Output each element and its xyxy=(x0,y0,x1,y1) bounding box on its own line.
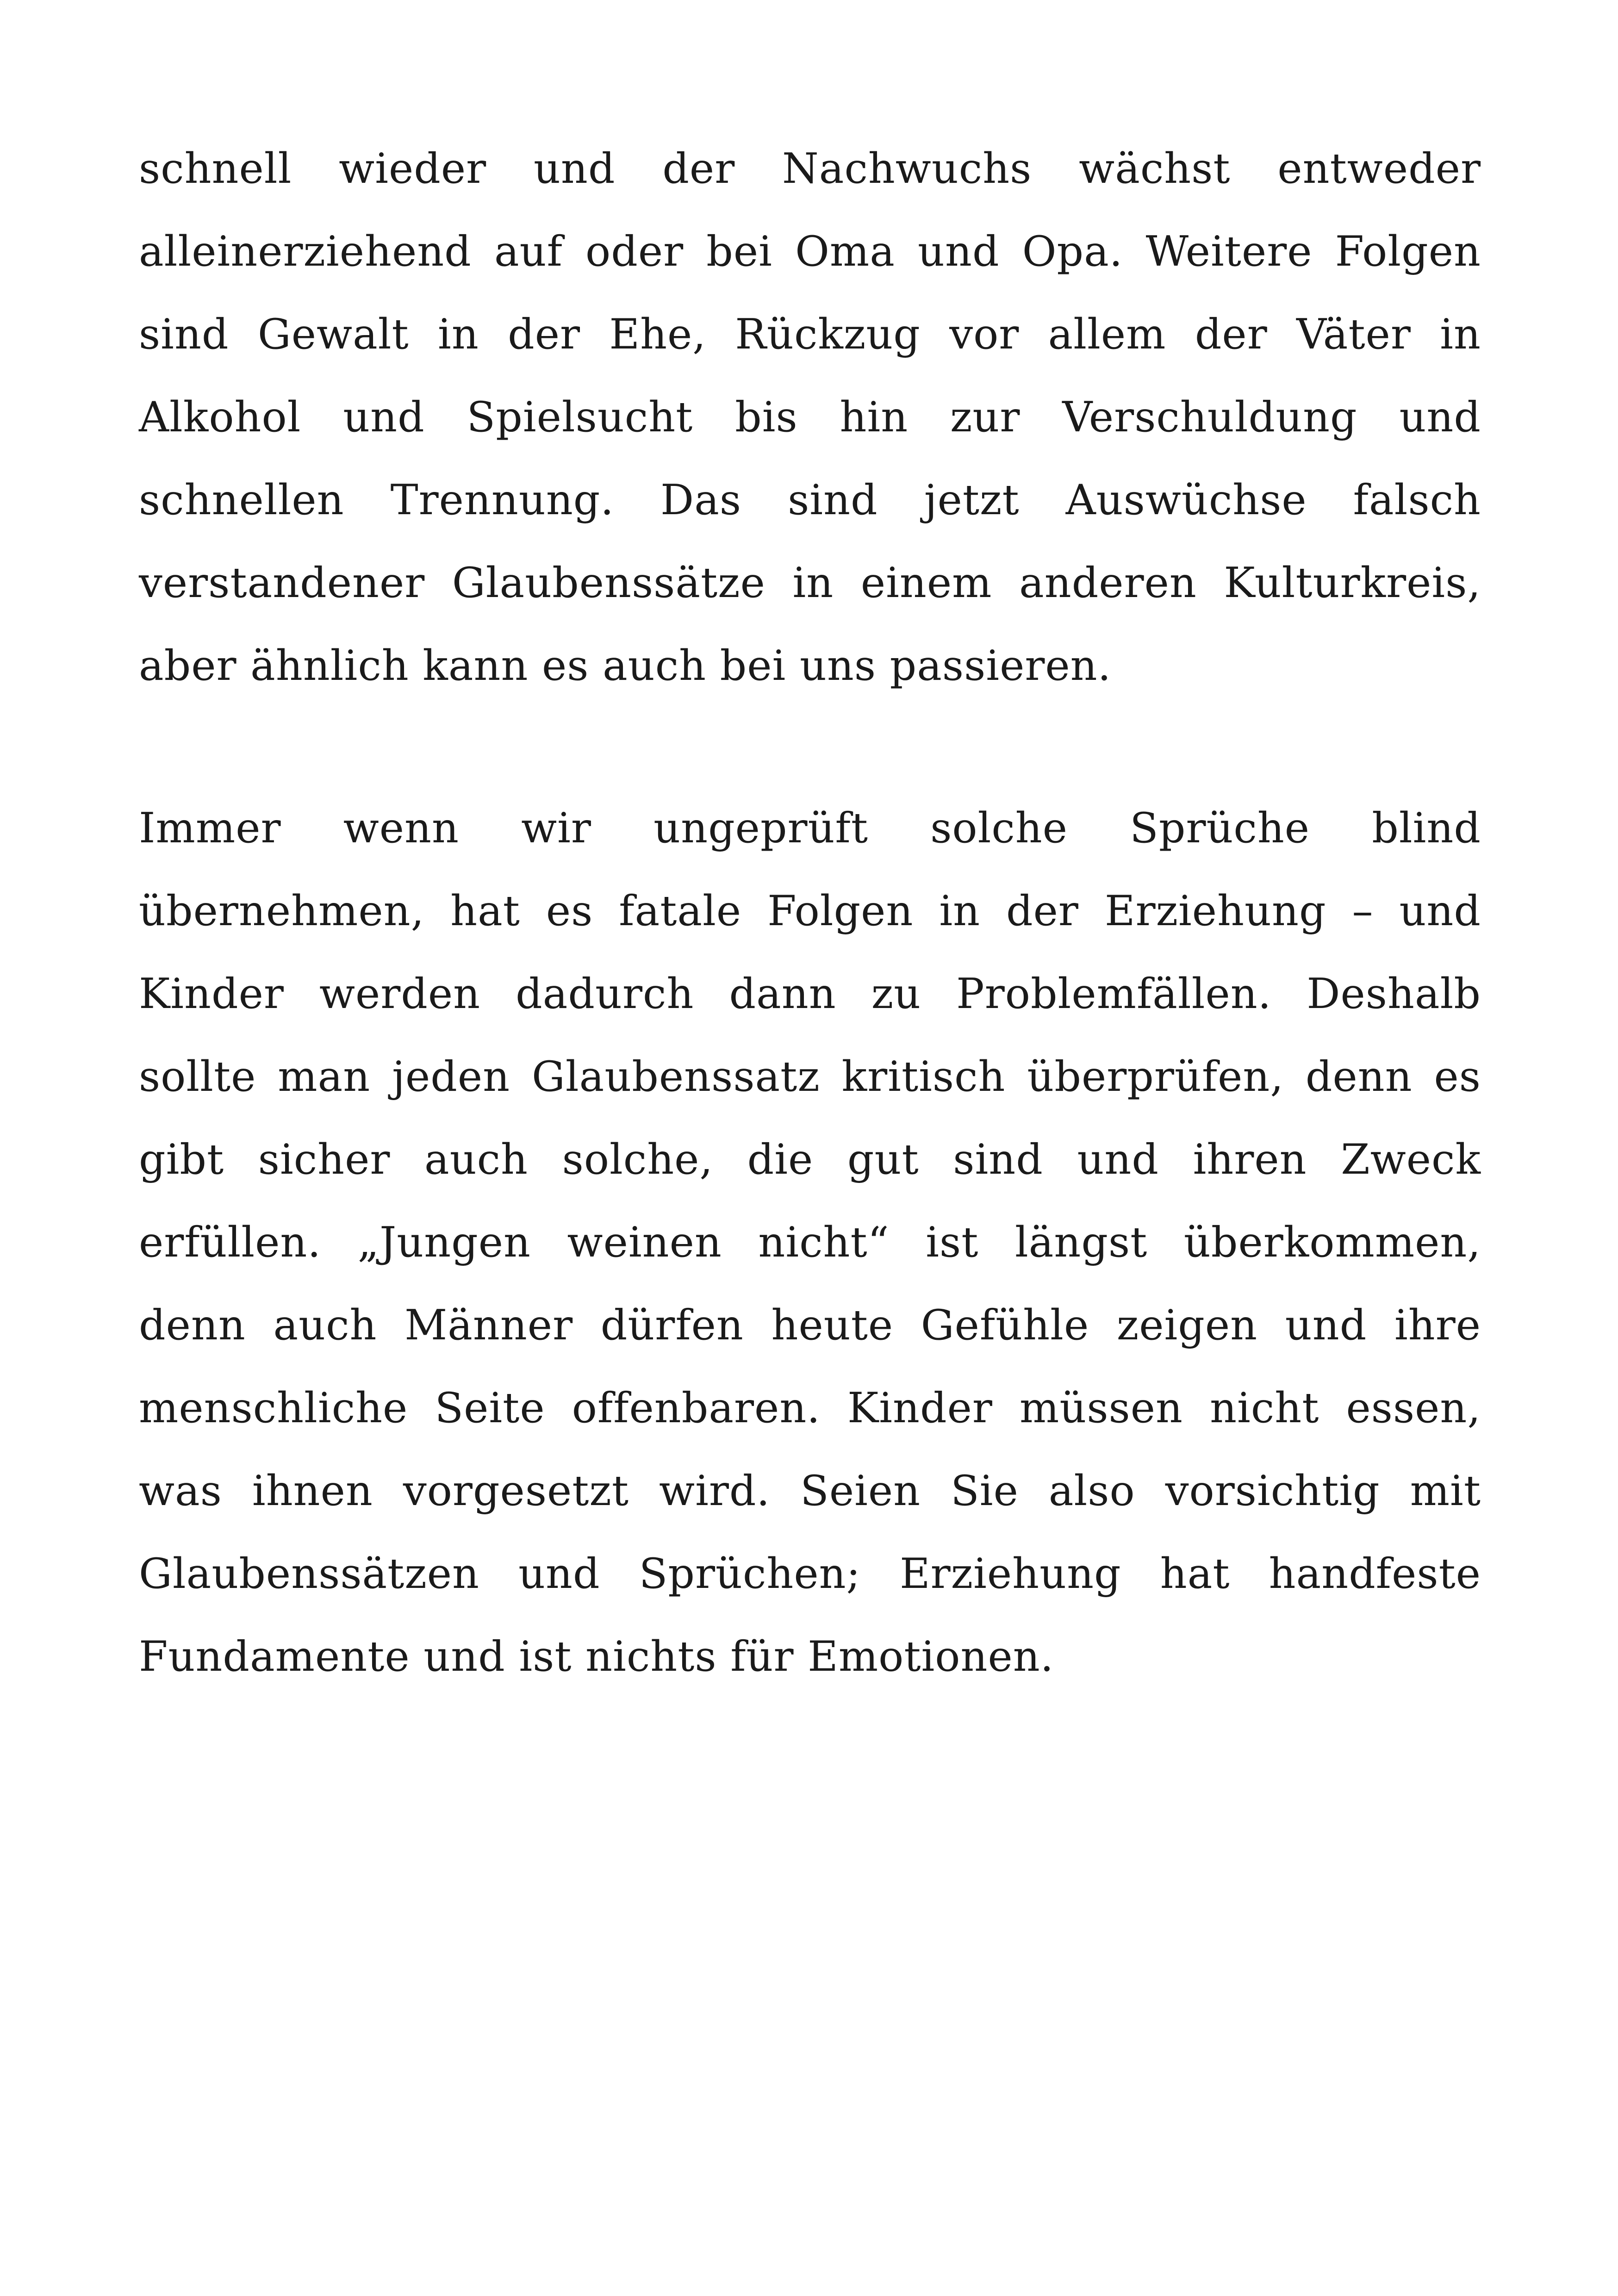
paragraph xyxy=(139,787,1481,1698)
text-line: Alkohol und Spielsucht bis hin zur Verschuldung und xyxy=(139,393,1481,442)
text-line: was ihnen vorgesetzt wird. Seien Sie also vorsichtig mit xyxy=(139,1467,1481,1515)
text-line: schnellen Trennung. Das sind jetzt Auswüchse falsch xyxy=(139,476,1481,524)
text-line: gibt sicher auch solche, die gut sind und ihren Zweck xyxy=(139,1135,1481,1184)
text-line: Kinder werden dadurch dann zu Problemfällen. Deshalb xyxy=(139,970,1481,1018)
text-line: denn auch Männer dürfen heute Gefühle zeigen und ihre xyxy=(139,1301,1481,1350)
text-line: Immer wenn wir ungeprüft solche Sprüche blind xyxy=(139,804,1481,852)
text-line: schnell wieder und der Nachwuchs wächst entweder xyxy=(139,144,1481,193)
paragraph xyxy=(139,127,1481,707)
text-line: Glaubenssätzen und Sprüchen; Erziehung hat handfeste xyxy=(139,1549,1481,1598)
text-line: alleinerziehend auf oder bei Oma und Opa. Weitere Folgen xyxy=(139,227,1481,276)
text-line: aber ähnlich kann es auch bei uns passieren. xyxy=(139,641,1112,690)
text-line: sind Gewalt in der Ehe, Rückzug vor allem der Väter in xyxy=(139,310,1481,359)
text-line: Fundamente und ist nichts für Emotionen. xyxy=(139,1632,1054,1681)
text-line: menschliche Seite offenbaren. Kinder müssen nicht essen, xyxy=(139,1384,1481,1432)
text-line: sollte man jeden Glaubenssatz kritisch überprüfen, denn es xyxy=(139,1052,1481,1101)
text-line: erfüllen. „Jungen weinen nicht“ ist längst überkommen, xyxy=(139,1218,1481,1267)
text-line: übernehmen, hat es fatale Folgen in der Erziehung – und xyxy=(139,887,1481,935)
text-line: verstandener Glaubenssätze in einem anderen Kulturkreis, xyxy=(139,559,1481,607)
